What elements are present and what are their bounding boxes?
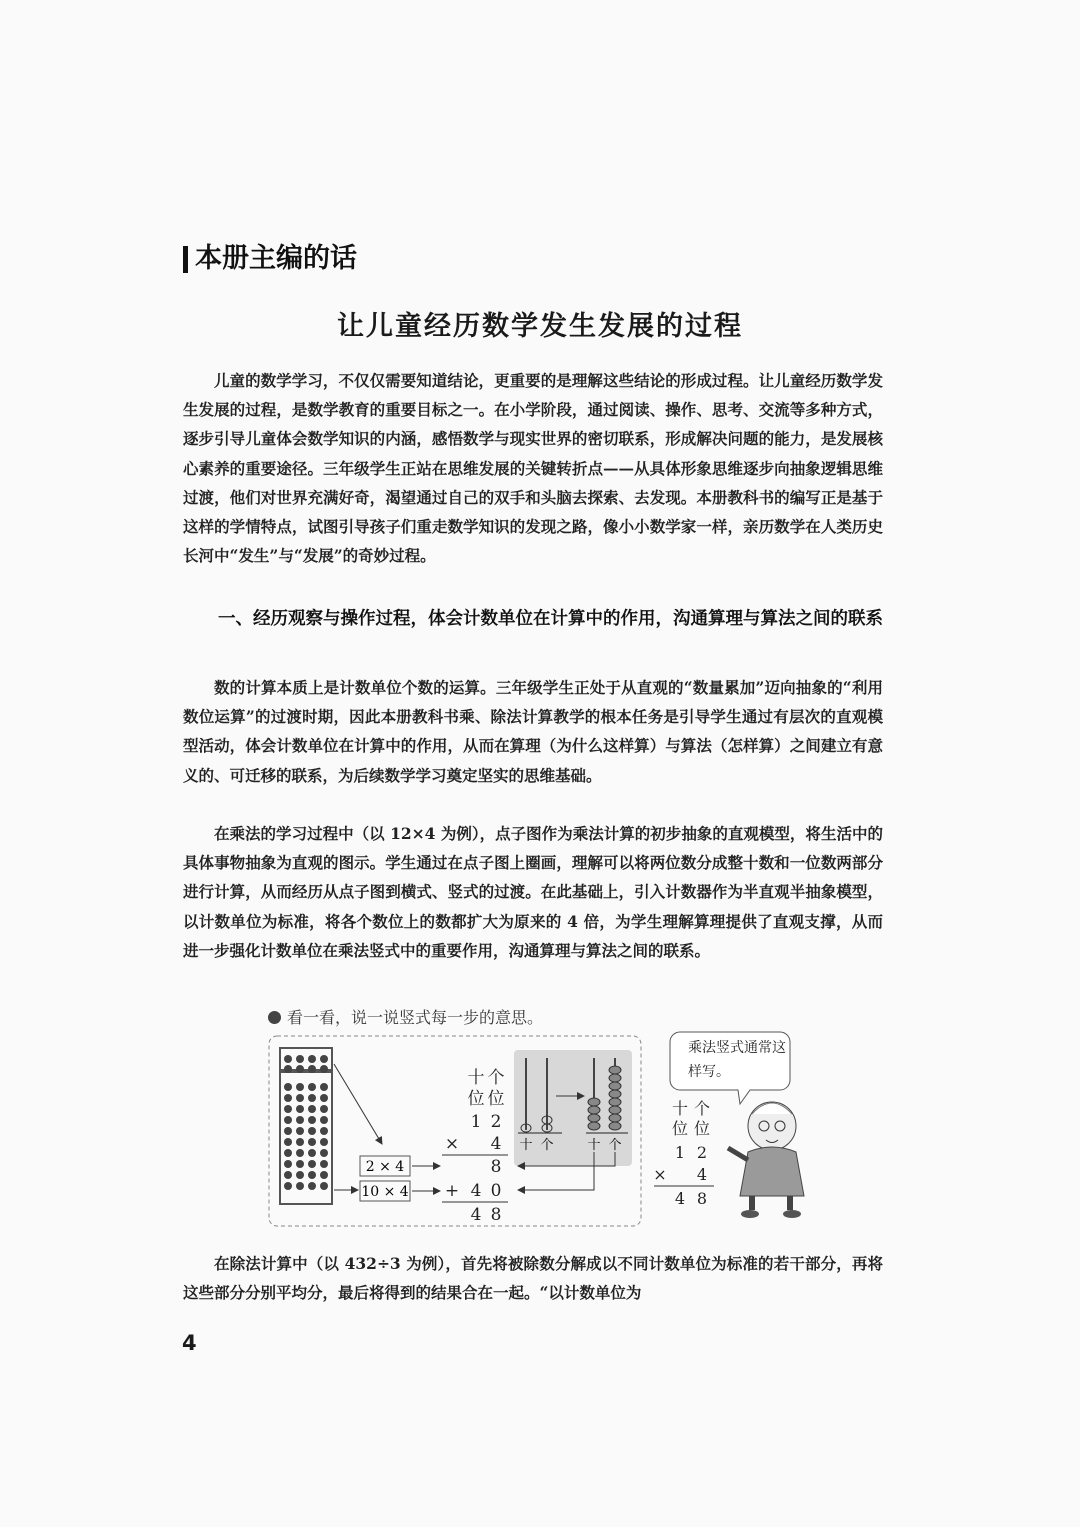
dot	[308, 1094, 316, 1102]
dot	[296, 1055, 304, 1063]
t-label-ones: 个	[693, 1099, 711, 1118]
dot	[284, 1055, 292, 1063]
dot	[320, 1105, 328, 1113]
dot	[296, 1116, 304, 1124]
abacus-bead	[588, 1106, 600, 1114]
dot	[308, 1127, 316, 1135]
dot	[308, 1182, 316, 1190]
figure-caption	[268, 1005, 543, 1028]
t-digit-1: 1	[674, 1143, 686, 1162]
t-result-4: 4	[674, 1189, 686, 1208]
dot	[296, 1065, 304, 1073]
dot	[284, 1083, 292, 1091]
abacus-ones-left: 个	[540, 1138, 554, 1153]
t-label-wei-1: 位	[671, 1119, 689, 1138]
dot	[296, 1171, 304, 1179]
bullet-icon	[268, 1011, 281, 1024]
dot-array	[284, 1055, 328, 1190]
result-8: 8	[490, 1205, 502, 1225]
dot	[308, 1116, 316, 1124]
dot	[320, 1182, 328, 1190]
dot	[308, 1149, 316, 1157]
vertical-calc-teacher	[653, 1099, 714, 1208]
speech-text: 乘法竖式通常这样写。	[688, 1040, 786, 1080]
multiplication-figure	[262, 1028, 882, 1233]
section-label: 本册主编的话	[183, 242, 357, 276]
label-tens: 十	[467, 1068, 485, 1088]
dot	[320, 1138, 328, 1146]
dot	[320, 1055, 328, 1063]
label-wei-1: 位	[467, 1089, 485, 1109]
label-ones: 个	[487, 1068, 505, 1088]
t-digit-2: 2	[696, 1143, 708, 1162]
dot	[320, 1171, 328, 1179]
abacus-tens-right: 十	[587, 1138, 601, 1153]
abacus-bead	[588, 1122, 600, 1130]
dot	[296, 1127, 304, 1135]
digit-1: 1	[470, 1112, 482, 1132]
dot	[308, 1055, 316, 1063]
expr-10x4: 10 × 4	[361, 1184, 409, 1200]
abacus-tens-left: 十	[519, 1138, 533, 1153]
paragraph-intro: 儿童的数学学习，不仅仅需要知道结论，更重要的是理解这些结论的形成过程。让儿童经历数学发生发展的过程，是数学教育的重要目标之一。在小学阶段，通过阅读、操作、思考、交流等多种方式，逐步引导儿童体会数学知识的内涵，感悟数学与现实世界的密切联系，形成解决问题的能力，是发展核心素养的重要途径。三年级学生正站在思维发展的关键转折点——从具体形象思维逐步向抽象逻辑思维过渡，他们对世界充满好奇，渴望通过自己的双手和头脑去探索、去发现。本册教科书的编写正是基于这样的学情特点，试图引导孩子们重走数学知识的发现之路，像小小数学家一样，亲历数学在人类历史长河中“发生”与“发展”的奇妙过程。	[183, 371, 883, 566]
digit-4b: 4	[470, 1181, 482, 1201]
dot	[320, 1149, 328, 1157]
dot	[296, 1083, 304, 1091]
abacus-bead	[588, 1098, 600, 1106]
dot	[296, 1160, 304, 1168]
figure-caption-text: 看一看，说一说竖式每一步的意思。	[287, 1008, 544, 1027]
dot	[308, 1160, 316, 1168]
dot	[284, 1105, 292, 1113]
paragraph-division: 在除法计算中（以 432÷3 为例），首先将被除数分解成以不同计数单位为标准的若干部分，再将这些部分分别平均分，最后将得到的结果合在一起。“以计数单位为	[183, 1254, 883, 1303]
dot	[308, 1083, 316, 1091]
digit-4: 4	[490, 1134, 502, 1154]
abacus-bead	[609, 1106, 621, 1114]
abacus-bead	[609, 1114, 621, 1122]
dot	[296, 1138, 304, 1146]
abacus-bead	[588, 1114, 600, 1122]
dot	[308, 1171, 316, 1179]
dot	[284, 1138, 292, 1146]
abacus-bead	[609, 1082, 621, 1090]
dot	[284, 1127, 292, 1135]
dot	[320, 1116, 328, 1124]
digit-2: 2	[490, 1112, 502, 1132]
result-4: 4	[470, 1205, 482, 1225]
dot	[308, 1065, 316, 1073]
page-number: 4	[182, 1331, 197, 1355]
dot	[320, 1083, 328, 1091]
dot	[308, 1105, 316, 1113]
times-sign: ×	[444, 1134, 460, 1154]
heading-one: 一、经历观察与操作过程，体会计数单位在计算中的作用，沟通算理与算法之间的联系	[218, 609, 883, 629]
article-title: 让儿童经历数学发生发展的过程	[337, 311, 743, 342]
label-wei-2: 位	[487, 1089, 505, 1109]
digit-0: 0	[490, 1181, 502, 1201]
vertical-calc	[442, 1068, 508, 1225]
arrow-top-group	[334, 1064, 382, 1144]
dot	[284, 1149, 292, 1157]
t-digit-4: 4	[696, 1165, 708, 1184]
abacus-bead	[609, 1066, 621, 1074]
dot	[284, 1182, 292, 1190]
dot	[284, 1171, 292, 1179]
abacus-panel	[514, 1050, 632, 1166]
plus-sign: +	[444, 1181, 460, 1201]
abacus-bead	[609, 1074, 621, 1082]
dot	[320, 1127, 328, 1135]
abacus-ones-right: 个	[608, 1138, 622, 1153]
t-label-tens: 十	[671, 1099, 689, 1118]
dot	[296, 1182, 304, 1190]
paragraph-calc: 数的计算本质上是计数单位个数的运算。三年级学生正处于从直观的“数量累加”迈向抽象的“利用数位运算”的过渡时期，因此本册教科书乘、除法计算教学的根本任务是引导学生通过有层次的直观模型活动，体会计数单位在计算中的作用，从而在算理（为什么这样算）与算法（怎样算）之间建立有意义的、可迁移的联系，为后续数学学习奠定坚实的思维基础。	[183, 678, 883, 785]
t-result-8: 8	[696, 1189, 708, 1208]
dot	[284, 1116, 292, 1124]
abacus-bead	[609, 1090, 621, 1098]
dot	[296, 1094, 304, 1102]
expr-2x4: 2 × 4	[365, 1159, 405, 1175]
abacus-bead	[609, 1122, 621, 1130]
dot	[296, 1105, 304, 1113]
dot	[296, 1149, 304, 1157]
t-label-wei-2: 位	[693, 1119, 711, 1138]
dot	[284, 1094, 292, 1102]
digit-8: 8	[490, 1157, 502, 1177]
dot	[284, 1065, 292, 1073]
dot	[320, 1094, 328, 1102]
paragraph-multiplication: 在乘法的学习过程中（以 12×4 为例），点子图作为乘法计算的初步抽象的直观模型，将生活中的具体事物抽象为直观的图示。学生通过在点子图上圈画，理解可以将两位数分成整十数和一位数两部分进行计算，从而经历从点子图到横式、竖式的过渡。在此基础上，引入计数器作为半直观半抽象模型，以计数单位为标准，将各个数位上的数都扩大为原来的 4 倍，为学生理解算理提供了直观支撑，从而进一步强化计数单位在乘法竖式中的重要作用，沟通算理与算法之间的联系。	[183, 824, 883, 960]
t-times: ×	[653, 1165, 667, 1184]
teacher-illustration	[728, 1102, 804, 1218]
dot	[284, 1160, 292, 1168]
abacus-bead	[609, 1098, 621, 1106]
dot	[320, 1160, 328, 1168]
dot	[308, 1138, 316, 1146]
dot	[320, 1065, 328, 1073]
